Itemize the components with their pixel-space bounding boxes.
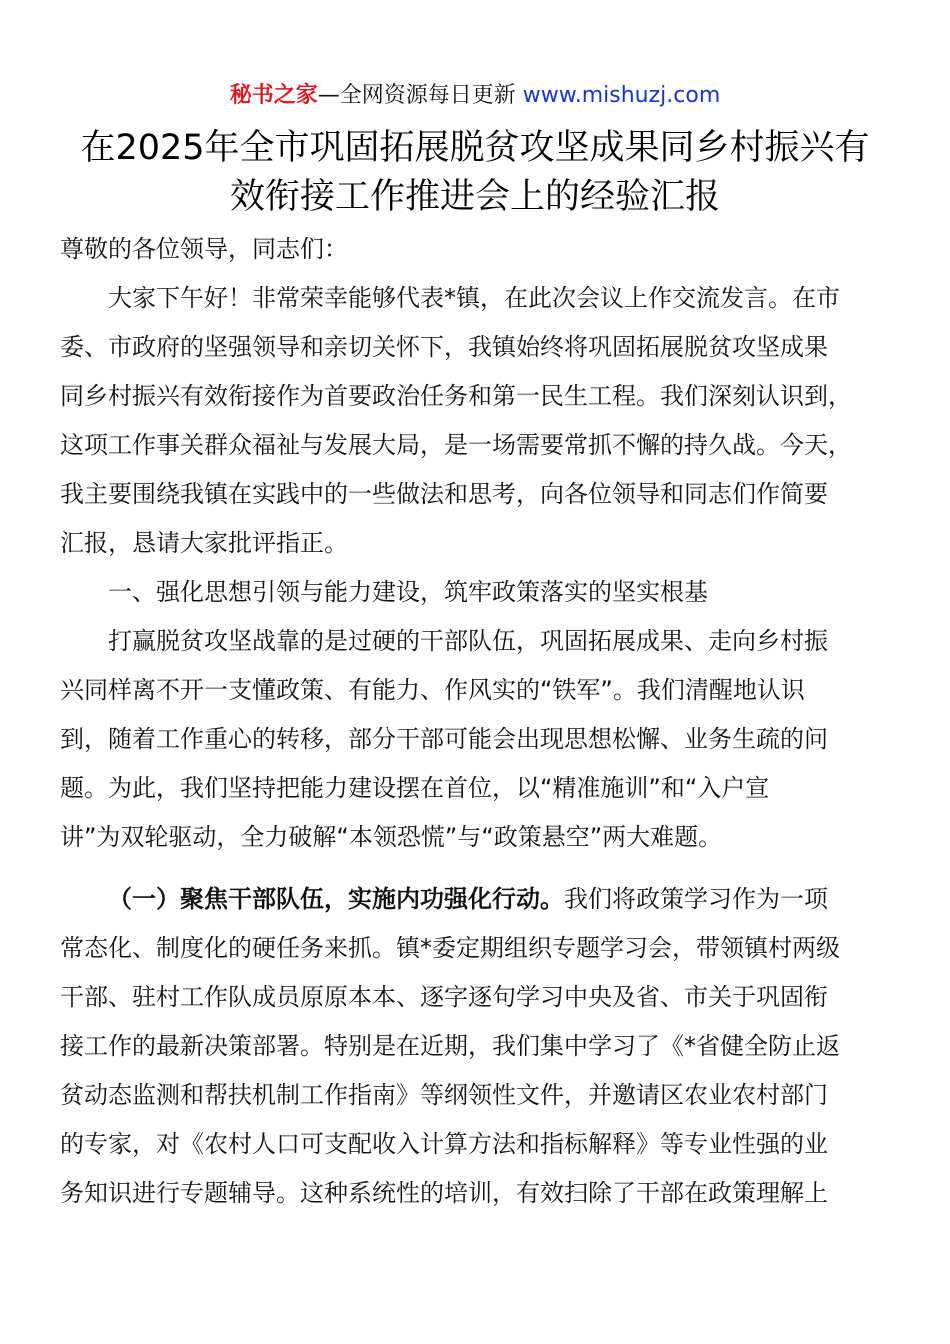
site-name: 秘书之家 xyxy=(229,83,318,108)
paragraph-2-line: 题。为此，我们坚持把能力建设摆在首位，以“精准施训”和“入户宣 xyxy=(60,774,770,802)
document-body xyxy=(60,225,890,1218)
subsection-1-line: 干部、驻村工作队成员原原本本、逐字逐句学习中央及省、市关于巩固衔 xyxy=(60,983,828,1011)
subsection-1-first-line xyxy=(60,875,890,924)
subsection-1-text: 我们将政策学习作为一项 xyxy=(564,885,828,913)
paragraph-2-line: 到，随着工作重心的转移，部分干部可能会出现思想松懈、业务生疏的问 xyxy=(60,725,828,753)
paragraph-2-line: 讲”为双轮驱动，全力破解“本领恐慌”与“政策悬空”两大难题。 xyxy=(60,823,723,851)
section-1-heading: 一、强化思想引领与能力建设，筑牢政策落实的坚实根基 xyxy=(108,578,708,606)
subsection-1-heading: （一）聚焦干部队伍，实施内功强化行动。 xyxy=(108,885,564,913)
site-tagline: —全网资源每日更新 xyxy=(317,83,523,108)
subsection-1-line: 务知识进行专题辅导。这种系统性的培训，有效扫除了干部在政策理解上 xyxy=(60,1179,828,1207)
subsection-1-line: 接工作的最新决策部署。特别是在近期，我们集中学习了《*省健全防止返 xyxy=(60,1032,840,1060)
subsection-1-line: 常态化、制度化的硬任务来抓。镇*委定期组织专题学习会，带领镇村两级 xyxy=(60,934,840,962)
subsection-1-line: 的专家，对《农村人口可支配收入计算方法和指标解释》等专业性强的业 xyxy=(60,1130,828,1158)
paragraph-1-line: 我主要围绕我镇在实践中的一些做法和思考，向各位领导和同志们作简要 xyxy=(60,480,828,508)
site-header xyxy=(0,80,950,112)
paragraph-1-line: 同乡村振兴有效衔接作为首要政治任务和第一民生工程。我们深刻认识到， xyxy=(60,382,852,410)
paragraph-1-line: 大家下午好！非常荣幸能够代表*镇，在此次会议上作交流发言。在市 xyxy=(108,284,840,312)
document-title-line-1: 在2025年全市巩固拓展脱贫攻坚成果同乡村振兴有 xyxy=(80,128,870,168)
paragraph-1-line: 这项工作事关群众福祉与发展大局，是一场需要常抓不懈的持久战。今天， xyxy=(60,431,852,459)
paragraph-2-line: 兴同样离不开一支懂政策、有能力、作风实的“铁军”。我们清醒地认识 xyxy=(60,676,805,704)
paragraph-1-line: 委、市政府的坚强领导和亲切关怀下，我镇始终将巩固拓展脱贫攻坚成果 xyxy=(60,333,828,361)
paragraph-1-line: 汇报，恳请大家批评指正。 xyxy=(60,529,348,557)
subsection-1-line: 贫动态监测和帮扶机制工作指南》等纲领性文件，并邀请区农业农村部门 xyxy=(60,1081,828,1109)
paragraph-spacer xyxy=(60,862,890,875)
site-url-link[interactable]: www.mishuzj.com xyxy=(522,83,721,108)
document-title-line-2: 效衔接工作推进会上的经验汇报 xyxy=(229,177,720,217)
salutation: 尊敬的各位领导，同志们： xyxy=(60,235,348,263)
paragraph-2-line: 打赢脱贫攻坚战靠的是过硬的干部队伍，巩固拓展成果、走向乡村振 xyxy=(108,627,828,655)
document-title xyxy=(40,124,910,222)
